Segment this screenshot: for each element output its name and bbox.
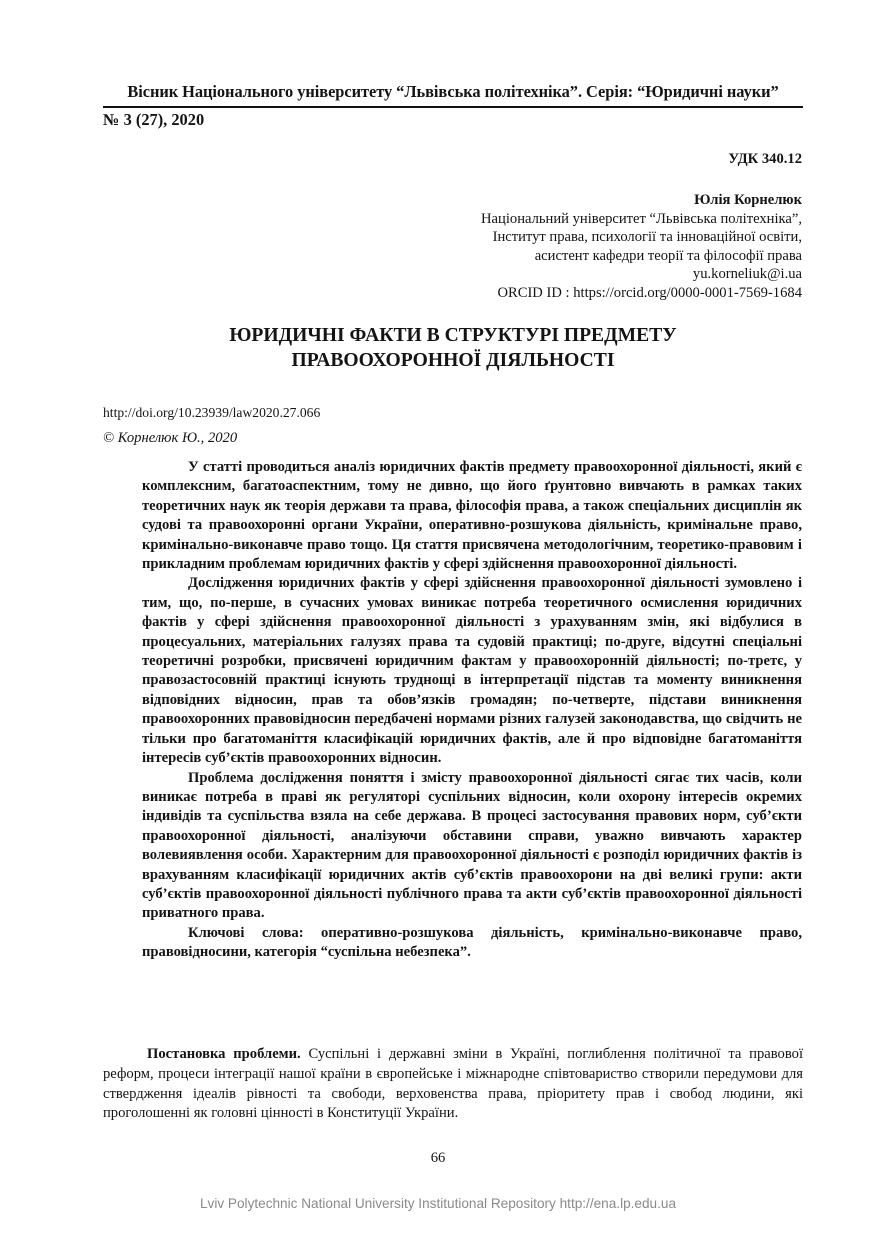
abstract xyxy=(142,458,802,963)
keywords: Ключові слова: оперативно-розшукова діяльність, кримінально-виконавче право, правовідносини, категорія “суспільна небезпека”. xyxy=(142,924,802,961)
issue-number: № 3 (27), 2020 xyxy=(103,110,205,129)
abstract-paragraph: Дослідження юридичних фактів у сфері здійснення правоохоронної діяльності зумовлено і тим, що, по-перше, в сучасних умовах виникає потреба теоретичного осмислення юридичних фактів у сфері здійснення правоохоронної діяльності з урахуванням змін, які відбулися в процесуальних, матеріальних галузях права та судовій практиці; по-друге, відсутні спеціальні теоретичні розробки, присвячені юридичним фактам у правоохоронній діяльності; по-третє, у правозастосовній практиці існують труднощі в інтерпретації підстав та моменту виникнення відповідних відносин, прав та обов’язків громадян; по-четверте, підстави виникнення правоохоронних правовідносин передбачені нормами різних галузей законодавства, що свідчить не тільки про багатоманіття класифікацій юридичних фактів, але й про відповідне багатоманіття інтересів суб’єктів правоохоронних відносин. xyxy=(142,575,802,767)
udc-code: УДК 340.12 xyxy=(728,151,802,167)
intro-paragraph xyxy=(103,1045,803,1124)
header-divider xyxy=(103,106,803,108)
section-heading: Постановка проблеми. xyxy=(147,1046,301,1062)
page-number: 66 xyxy=(430,1150,446,1166)
intro-text: Суспільні і державні зміни в Україні, поглиблення політичної та правової реформ, процеси інтеграції нашої країни в європейське і міжнародне співтовариство створили передумови для ствердження ідеалів рівності та свободи, верховенства права, пріоритету прав і свобод людини, які проголошенні як головні цінності в Конституції України. xyxy=(103,1046,803,1122)
repository-footer: Lviv Polytechnic National University Institutional Repository http://ena.lp.edu.ua xyxy=(199,1196,677,1211)
author-orcid[interactable]: ORCID ID : https://orcid.org/0000-0001-7569-1684 xyxy=(497,284,802,301)
abstract-paragraph: У статті проводиться аналіз юридичних фактів предмету правоохоронної діяльності, який є комплексним, багатоаспектним, тому не дивно, що його ґрунтовно вивчають в рамках таких теоретичних наук як теорія держави та права, філософія права, а також спеціальних дисциплін як судові та правоохоронні органи України, оперативно-розшукова діяльність, кримінальне право, кримінально-виконавче право тощо. Ця стаття присвячена методологічним, теоретико-правовим і прикладним проблемам юридичних фактів у сфері здійснення правоохоронної діяльності. xyxy=(142,459,802,573)
copyright: © Корнелюк Ю., 2020 xyxy=(103,430,238,446)
article-title xyxy=(103,323,803,373)
author-name: Юлія Корнелюк xyxy=(694,192,802,208)
journal-header: Вісник Національного університету “Львівська політехніка”. Серія: “Юридичні науки” xyxy=(127,82,779,101)
title-line: ЮРИДИЧНІ ФАКТИ В СТРУКТУРІ ПРЕДМЕТУ xyxy=(229,325,677,346)
problem-statement xyxy=(103,1045,803,1124)
title-line: ПРАВООХОРОННОЇ ДІЯЛЬНОСТІ xyxy=(291,350,615,371)
doi-link[interactable]: http://doi.org/10.23939/law2020.27.066 xyxy=(103,405,321,420)
author-block xyxy=(481,191,802,303)
affiliation-line: Інститут права, психології та інноваційної освіти, xyxy=(492,229,802,246)
abstract-paragraph: Проблема дослідження поняття і змісту правоохоронної діяльності сягає тих часів, коли виникає потреба в праві як регуляторі суспільних відносин, коли охорону інтересів окремих індивідів та суспільства взяла на себе держава. В процесі застосування правових норм, суб’єкти правоохоронної діяльності, аналізуючи обставини справи, уважно вивчають характер волевиявлення особи. Характерним для правоохоронної діяльності є розподіл юридичних фактів із врахуванням класифікації юридичних актів суб’єктів правоохорони на дві великі групи: акти суб’єктів правоохоронної діяльності публічного права та акти суб’єктів правоохоронної діяльності приватного права. xyxy=(142,769,802,922)
author-email[interactable]: yu.korneliuk@i.ua xyxy=(692,266,802,283)
affiliation-line: асистент кафедри теорії та філософії права xyxy=(534,247,802,264)
affiliation-line: Національний університет “Львівська політехніка”, xyxy=(481,210,802,227)
